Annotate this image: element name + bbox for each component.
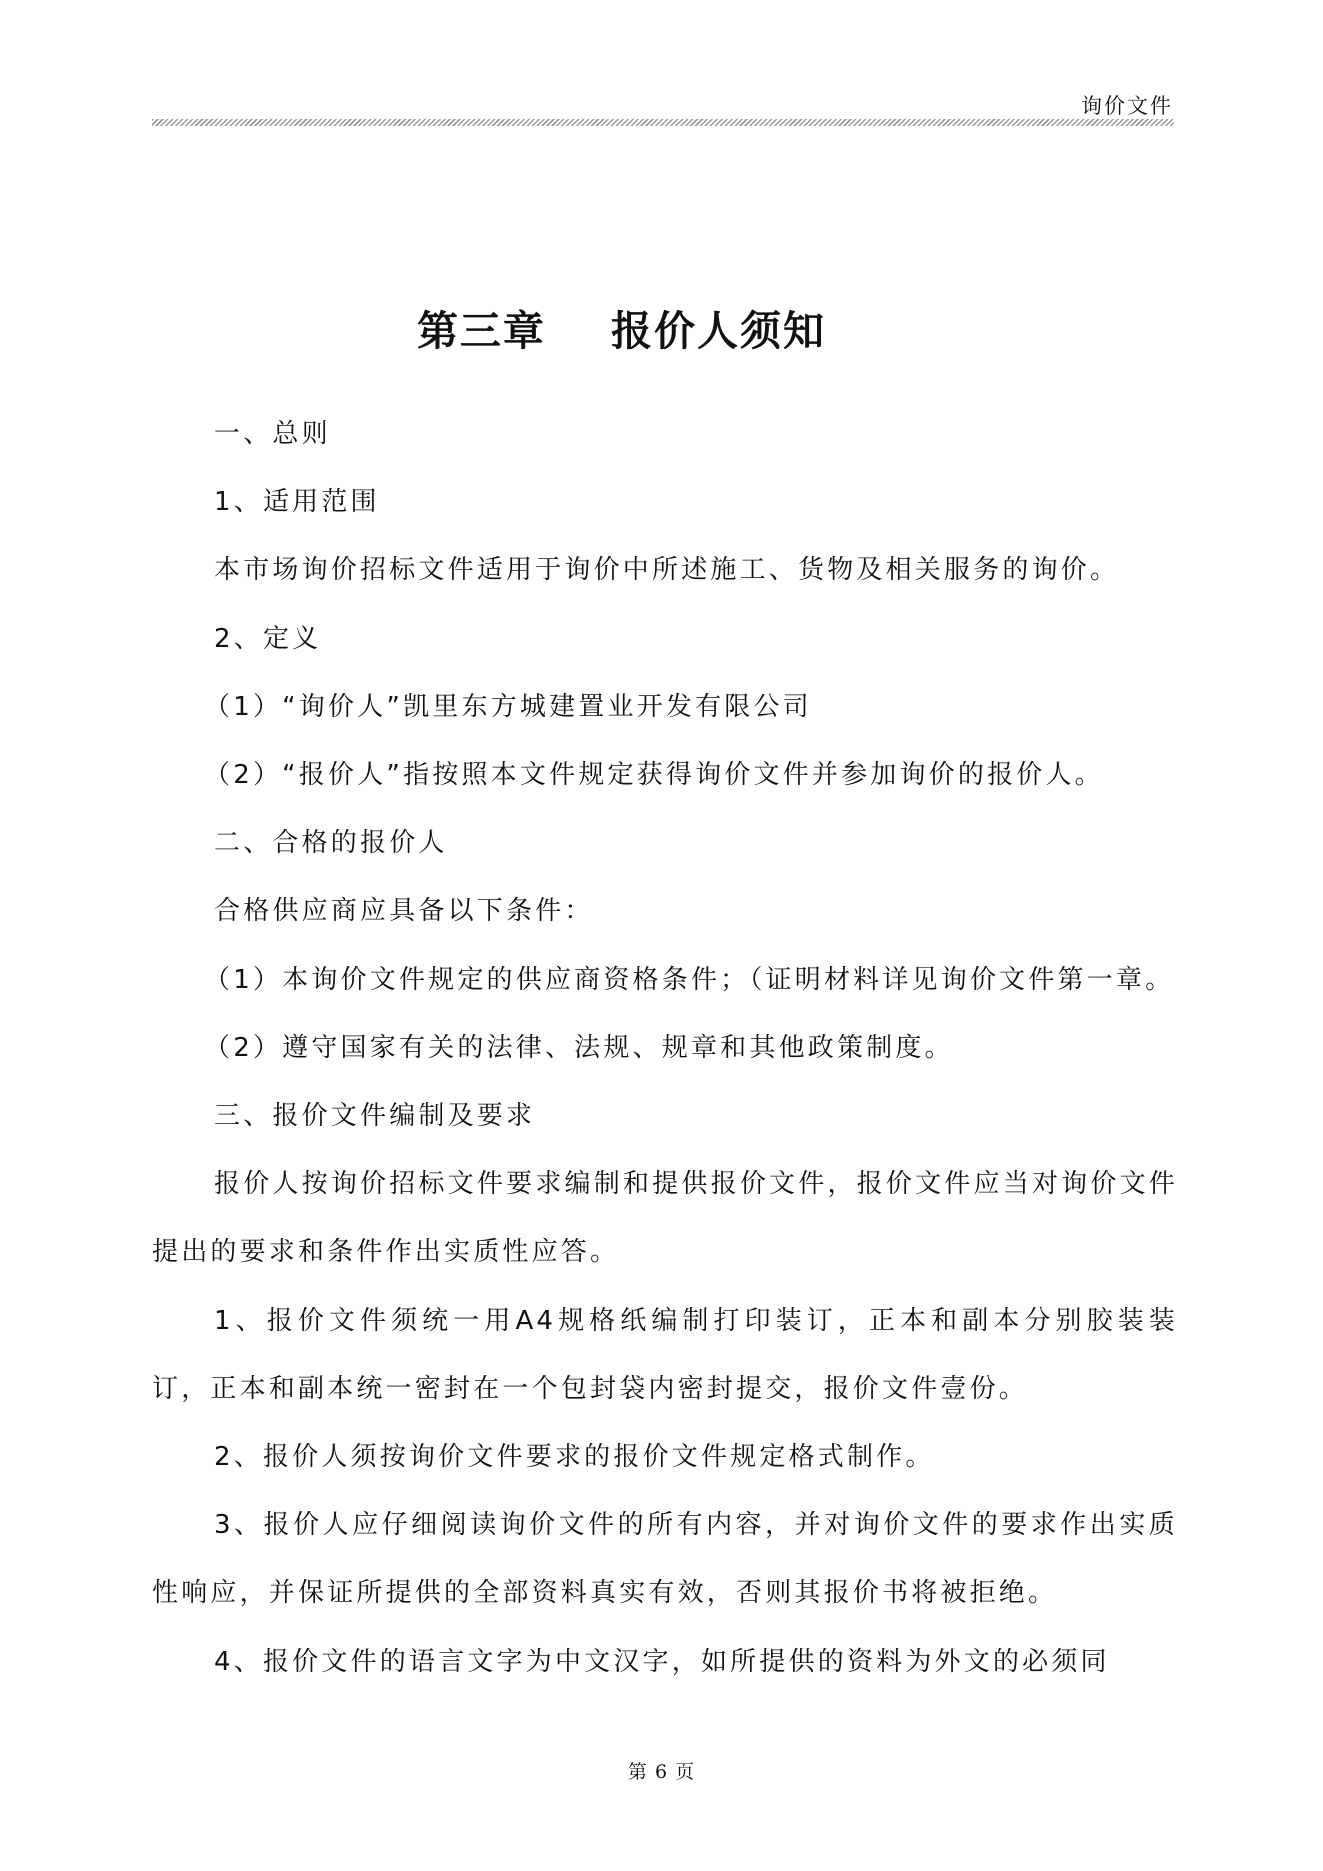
section-heading-qualified-bidder: 二、合格的报价人 [214, 828, 448, 859]
document-body [152, 400, 1178, 1696]
requirement-item-2: 2、报价人须按询价文件要求的报价文件规定格式制作。 [214, 1442, 935, 1473]
paragraph-scope: 本市场询价招标文件适用于询价中所述施工、货物及相关服务的询价。 [214, 555, 1120, 586]
subsection-heading-scope: 1、适用范围 [214, 487, 380, 518]
chapter-title: 第三章 报价人须知 [416, 307, 827, 355]
qualification-item-1: （1）本询价文件规定的供应商资格条件；（证明材料详见询价文件第一章。 [204, 964, 1175, 995]
paragraph-qualifications-intro: 合格供应商应具备以下条件： [214, 896, 594, 927]
requirement-item-1: 1、报价文件须统一用A4规格纸编制打印装订，正本和副本分别胶装装订，正本和副本统一密封在一个包封袋内密封提交，报价文件壹份。 [152, 1305, 1178, 1404]
section-heading-general: 一、总则 [214, 419, 331, 449]
requirement-item-3: 3、报价人应仔细阅读询价文件的所有内容，并对询价文件的要求作出实质性响应，并保证所提供的全部资料真实有效，否则其报价书将被拒绝。 [152, 1510, 1178, 1609]
header-divider [152, 119, 1174, 126]
paragraph-quote-preparation: 报价人按询价招标文件要求编制和提供报价文件，报价文件应当对询价文件提出的要求和条件作出实质性应答。 [152, 1169, 1178, 1268]
page-number: 第 6 页 [627, 1761, 696, 1783]
definition-item-1: （1）“询价人”凯里东方城建置业开发有限公司 [204, 691, 812, 722]
section-heading-quote-preparation: 三、报价文件编制及要求 [214, 1101, 536, 1132]
running-header: 询价文件 [1081, 94, 1173, 118]
subsection-heading-definition: 2、定义 [214, 623, 322, 654]
qualification-item-2: （2）遵守国家有关的法律、法规、规章和其他政策制度。 [204, 1032, 954, 1063]
definition-item-2: （2）“报价人”指按照本文件规定获得询价文件并参加询价的报价人。 [204, 760, 1104, 791]
requirement-item-4: 4、报价文件的语言文字为中文汉字，如所提供的资料为外文的必须同 [214, 1646, 1110, 1677]
